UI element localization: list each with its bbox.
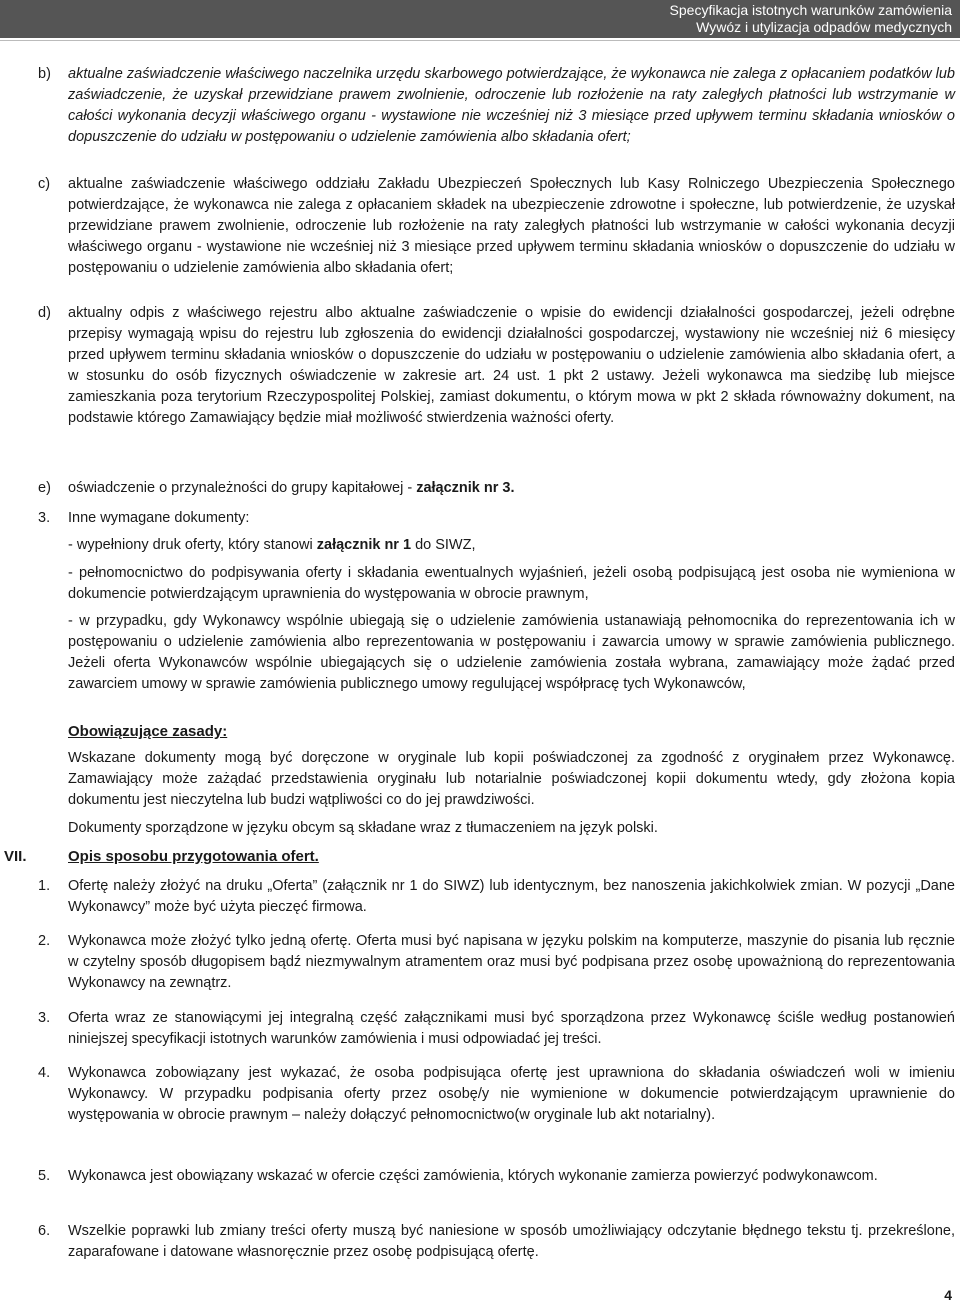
list-text: aktualne zaświadczenie właściwego naczelnika urzędu skarbowego potwierdzające, że wykonawca nie zalega z opłacaniem podatków lub zaświadczenie, że uzyskał przewidziane prawem zwolnienie, odroczenie lub rozłożenie na raty zaległych płatności lub wstrzymanie w całości wykonania decyzji właściwego organu - wystawione nie wcześniej niż 3 miesiące przed upływem terminu składania wniosków o dopuszczenie do udziału w postępowaniu o udzielenie zamówienia albo składania ofert; <box>68 66 955 145</box>
list-label: c) <box>38 176 51 192</box>
header-title-line1: Specyfikacja istotnych warunków zamówienia <box>669 2 952 18</box>
point-text: Wykonawca zobowiązany jest wykazać, że osoba podpisująca ofertę jest uprawniona do składania oświadczeń woli w imieniu Wykonawcy. W przypadku podpisania oferty przez osobę/y nie wymienione w dokumencie potwierdzającym uprawnienie do występowania w obrocie prawnym – należy dołączyć pełnomocnictwo(w oryginale lub akt notarialny). <box>68 1065 955 1123</box>
point-label: 1. <box>38 878 51 894</box>
point-title: Inne wymagane dokumenty: <box>68 510 250 526</box>
list-label: b) <box>38 66 51 82</box>
list-label: d) <box>38 305 51 321</box>
section-number: VII. <box>4 848 27 865</box>
point-label: 3. <box>38 510 51 526</box>
list-text-plain: oświadczenie o przynależności do grupy kapitałowej - <box>68 480 417 496</box>
point-label: 3. <box>38 1010 51 1026</box>
page-header <box>0 0 960 38</box>
header-title-line2: Wywóz i utylizacja odpadów medycznych <box>696 19 952 35</box>
dash-text <box>68 535 955 556</box>
point-text: Wykonawca jest obowiązany wskazać w ofercie części zamówienia, których wykonanie zamierza powierzyć podwykonawcom. <box>68 1168 878 1184</box>
point-label: 2. <box>38 933 51 949</box>
point-label: 5. <box>38 1168 51 1184</box>
rules-paragraph: Dokumenty sporządzone w języku obcym są składane wraz z tłumaczeniem na język polski. <box>68 820 658 836</box>
attachment-ref: załącznik nr 1 <box>316 537 412 553</box>
point-label: 4. <box>38 1065 51 1081</box>
list-text: aktualny odpis z właściwego rejestru albo aktualne zaświadczenie o wpisie do ewidencji działalności gospodarczej, jeżeli odrębne przepisy wymagają wpisu do rejestru lub zgłoszenia do ewidencji działalności gospodarczej, wystawiony nie wcześniej niż 6 miesięcy przed upływem terminu składania wniosków o dopuszczenie do udziału w postępowaniu o udzielenie zamówienia albo składania ofert, a w stosunku do osób fizycznych oświadczenie w zakresie art. 24 ust. 1 pkt 2 ustawy. Jeżeli wykonawca ma siedzibę lub miejsce zamieszkania poza terytorium Rzeczypospolitej Polskiej, zamiast dokumentu, o którym mowa w pkt 2 składa równoważny dokument, na podstawie którego Zamawiający będzie miał możliwość stwierdzenia ważności oferty. <box>68 305 955 426</box>
rules-paragraph: Wskazane dokumenty mogą być doręczone w oryginale lub kopii poświadczonej za zgodność z oryginałem przez Wykonawcę. Zamawiający może zażądać przedstawienia oryginału lub notarialnie poświadczonej kopii dokumentu wtedy, gdy złożona kopia dokumentu jest nieczytelna lub budzi wątpliwości co do jej prawdziwości. <box>68 750 955 808</box>
point-text: Wszelkie poprawki lub zmiany treści oferty muszą być naniesione w sposób umożliwiający odczytanie błędnego tekstu tj. przekreślone, zaparafowane i datowane własnoręcznie przez osobę podpisującą ofertę. <box>68 1223 955 1260</box>
list-text <box>68 478 955 499</box>
point-text: Oferta wraz ze stanowiącymi jej integralną część załącznikami musi być sporządzona przez Wykonawcę ściśle według postanowień niniejszej specyfikacji istotnych warunków zamówienia i musi odpowiadać jej treści. <box>68 1010 955 1047</box>
dash-text-plain: - wypełniony druk oferty, który stanowi <box>68 537 317 553</box>
list-text: aktualne zaświadczenie właściwego oddziału Zakładu Ubezpieczeń Społecznych lub Kasy Rolniczego Ubezpieczenia Społecznego potwierdzające, że wykonawca nie zalega z opłacaniem składek na ubezpieczenie zdrowotne i społeczne, lub potwierdzenie, że uzyskał przewidziane prawem zwolnienie, odroczenie lub rozłożenie na raty zaległych płatności lub wstrzymanie w całości wykonania decyzji właściwego organu - wystawione nie wcześniej niż 3 miesiące przed upływem terminu składania wniosków o dopuszczenie do udziału w postępowaniu o udzielenie zamówienia albo składania ofert; <box>68 176 955 276</box>
point-text: Ofertę należy złożyć na druku „Oferta” (załącznik nr 1 do SIWZ) lub identycznym, bez nanoszenia jakichkolwiek zmian. W pozycji „Dane Wykonawcy” może być użyta pieczęć firmowa. <box>68 878 955 915</box>
dash-text: - pełnomocnictwo do podpisywania oferty i składania ewentualnych wyjaśnień, jeżeli osobą podpisującą jest osoba nie wymieniona w dokumencie potwierdzającym uprawnienia do występowania w obrocie prawnym, <box>68 565 955 602</box>
list-label: e) <box>38 480 51 496</box>
dash-text: - w przypadku, gdy Wykonawcy wspólnie ubiegają się o udzielenie zamówienia ustanawiają pełnomocnika do reprezentowania ich w postępowaniu o udzielenie zamówienia albo reprezentowania w postępowaniu i zawarcia umowy w sprawie zamówienia publicznego. Jeżeli oferta Wykonawców wspólnie ubiegających się o udzielenie zamówienia została wybrana, zamawiający może żądać przed zawarciem umowy w sprawie zamówienia publicznego umowy regulującej współpracę tych Wykonawców, <box>68 613 955 692</box>
page-number: 4 <box>944 1287 952 1303</box>
point-label: 6. <box>38 1223 51 1239</box>
attachment-ref: załącznik nr 3. <box>416 480 515 496</box>
section-title: Opis sposobu przygotowania ofert. <box>68 848 319 865</box>
rules-title: Obowiązujące zasady: <box>68 723 228 740</box>
point-text: Wykonawca może złożyć tylko jedną ofertę. Oferta musi być napisana w języku polskim na komputerze, maszynie do pisania lub ręcznie w czytelny sposób długopisem bądź niezmywalnym atramentem oraz musi być podpisana przez osobę upoważnioną do reprezentowania Wykonawcy na zewnątrz. <box>68 933 955 991</box>
dash-text-plain: do SIWZ, <box>411 537 476 553</box>
header-divider <box>0 40 960 41</box>
